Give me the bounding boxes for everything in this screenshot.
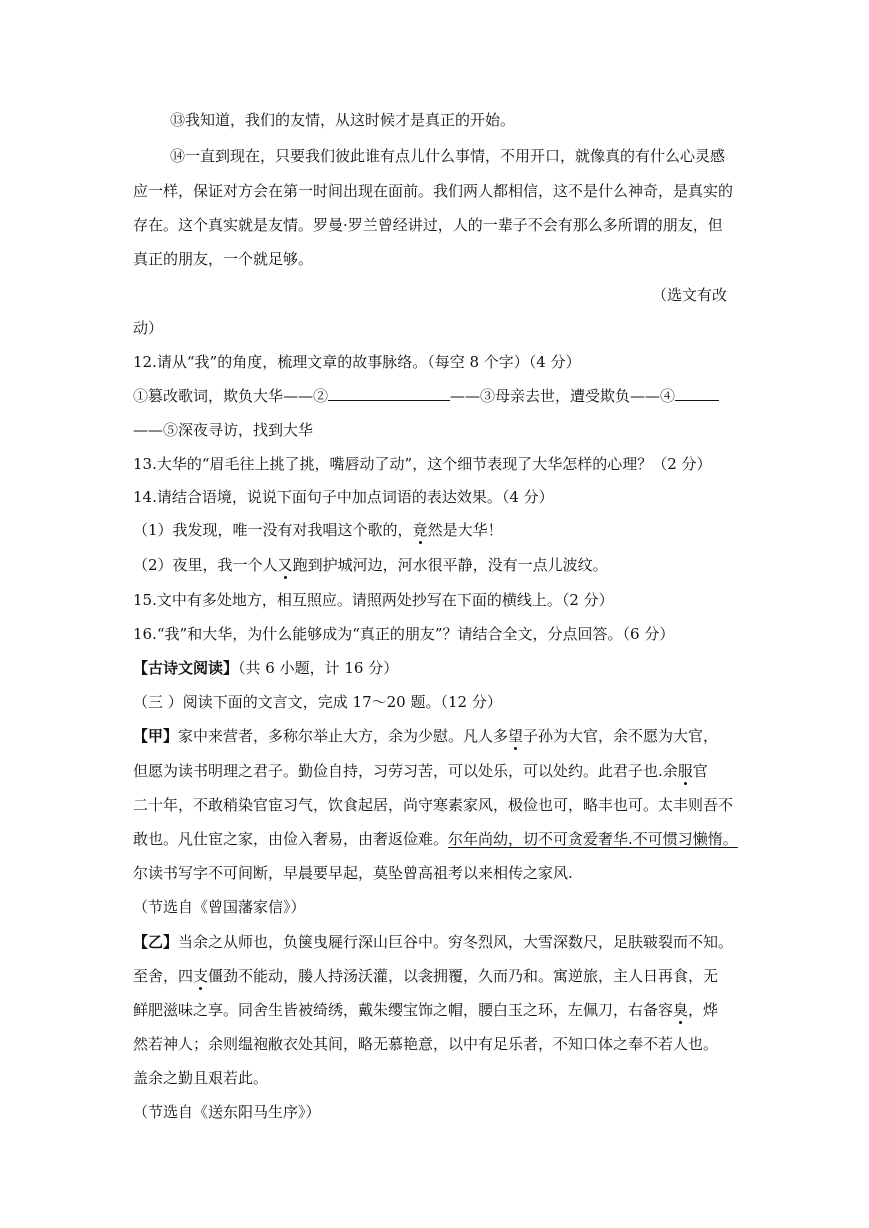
dotted-word: 服	[677, 762, 693, 780]
text: 家中来营者，多称尔举止大方，余为少慰。凡人多	[178, 727, 509, 745]
dotted-word: 支	[193, 967, 209, 985]
text: 但愿为读书明理之君子。勤俭自持，习劳习苦，可以处乐，可以处约。此君子也.余	[133, 762, 678, 780]
text-yi-line-2	[133, 966, 718, 986]
text: 至舍，四	[133, 967, 194, 985]
q12-blank-2[interactable]	[328, 386, 450, 401]
question-14-sentence-2	[133, 555, 608, 575]
question-12-answer-line-2: ——⑤深夜寻访，找到大华	[133, 421, 314, 439]
source-note-part-1: （选文有改	[652, 286, 728, 304]
source-note-part-2: 动）	[133, 319, 164, 337]
question-15: 15.文中有多处地方，相互照应。请照两处抄写在下面的横线上。（2 分）	[133, 591, 614, 609]
text-label-yi: 【乙】	[133, 933, 179, 951]
text-jia-line-2	[133, 761, 708, 781]
dotted-word: 臭	[673, 1001, 689, 1019]
text: ，烨	[688, 1001, 719, 1019]
text-yi-line-3	[133, 1000, 718, 1020]
classical-heading	[133, 658, 398, 678]
text-yi-line-4: 然若神人；余则缊袍敝衣处其间，略无慕艳意，以中有足乐者，不知口体之奉不若人也。	[133, 1035, 719, 1053]
paragraph-14-line-1: ⑭一直到现在，只要我们彼此谁有点儿什么事情，不用开口，就像真的有什么心灵感	[170, 147, 726, 165]
q12-blank-4[interactable]	[675, 386, 719, 401]
text-yi-line-5: 盖余之勤且艰若此。	[133, 1069, 269, 1087]
question-13: 13.大华的“眉毛往上挑了挑，嘴唇动了动”，这个细节表现了大华怎样的心理？（2 分）	[133, 455, 712, 473]
classical-subheading: （三 ）阅读下面的文言文，完成 17～20 题。（12 分）	[133, 693, 502, 711]
sentence-text: （1）我发现，唯一没有对我唱这个歌的，	[133, 521, 413, 539]
sentence-text: （2）夜里，我一个人	[133, 556, 278, 574]
q12-segment-2: ——③母亲去世，遭受欺负——④	[450, 387, 676, 405]
paragraph-14-line-2: 应一样，保证对方会在第一时间出现在面前。我们两人都相信，这不是什么神奇，是真实的	[133, 182, 734, 200]
sentence-text: 然是大华！	[427, 521, 503, 539]
text: 敢也。凡仕宦之家，由俭入奢易，由奢返俭难。	[133, 830, 449, 848]
paragraph-13: ⑬我知道，我们的友情，从这时候才是真正的开始。	[170, 111, 516, 129]
text-jia-line-5: 尔读书写字不可间断，早晨要早起，莫坠曾高祖考以来相传之家风.	[133, 864, 573, 882]
sentence-text: 跑到护城河边，河水很平静，没有一点儿波纹。	[292, 556, 608, 574]
text: 官	[692, 762, 708, 780]
paragraph-14-line-4: 真正的朋友，一个就足够。	[133, 250, 314, 268]
paragraph-14-line-3: 存在。这个真实就是友情。罗曼·罗兰曾经讲过，人的一辈子不会有那么多所谓的朋友，但	[133, 216, 723, 234]
section-note: （共 6 小题，计 16 分）	[238, 659, 399, 677]
q12-segment-1: ①篡改歌词，欺负大华——②	[133, 387, 329, 405]
text: 僵劲不能动，媵人持汤沃灌，以衾拥覆，久而乃和。寓逆旅，主人日再食，无	[208, 967, 719, 985]
underlined-sentence: 尔年尚幼，切不可贪爱奢华.不可惯习懒惰。	[448, 830, 738, 848]
text-jia-line-4	[133, 829, 738, 849]
question-14: 14.请结合语境，说说下面句子中加点词语的表达效果。（4 分）	[133, 488, 554, 506]
text-jia-source: （节选自《曾国藩家信》）	[133, 898, 306, 916]
text-yi-line-1	[133, 932, 733, 952]
question-16: 16.“我”和大华，为什么能够成为“真正的朋友”？请结合全文，分点回答。（6 分）	[133, 625, 675, 643]
text-jia-line-3: 二十年，不敢稍染官宦习气，饮食起居，尚守寒素家风，极俭也可，略丰也可。太丰则吾不	[133, 796, 734, 814]
question-12-answer-line-1	[133, 386, 719, 406]
question-12: 12.请从“我”的角度，梳理文章的故事脉络。（每空 8 个字）（4 分）	[133, 353, 581, 371]
dotted-word: 竟	[412, 521, 428, 539]
text-jia-line-1	[133, 726, 718, 746]
text-label-jia: 【甲】	[133, 727, 179, 745]
dotted-word: 望	[508, 727, 524, 745]
section-title: 【古诗文阅读】	[133, 659, 239, 677]
text: 当余之从师也，负箧曳屣行深山巨谷中。穷冬烈风，大雪深数尺，足肤皲裂而不知。	[178, 933, 734, 951]
text-yi-source: （节选自《送东阳马生序》）	[133, 1103, 321, 1121]
dotted-word: 又	[277, 556, 293, 574]
question-14-sentence-1	[133, 520, 503, 540]
text: 子孙为大官，余不愿为大官，	[523, 727, 719, 745]
text: 鲜肥滋味之享。同舍生皆被绮绣，戴朱缨宝饰之帽，腰白玉之环，左佩刀，右备容	[133, 1001, 674, 1019]
